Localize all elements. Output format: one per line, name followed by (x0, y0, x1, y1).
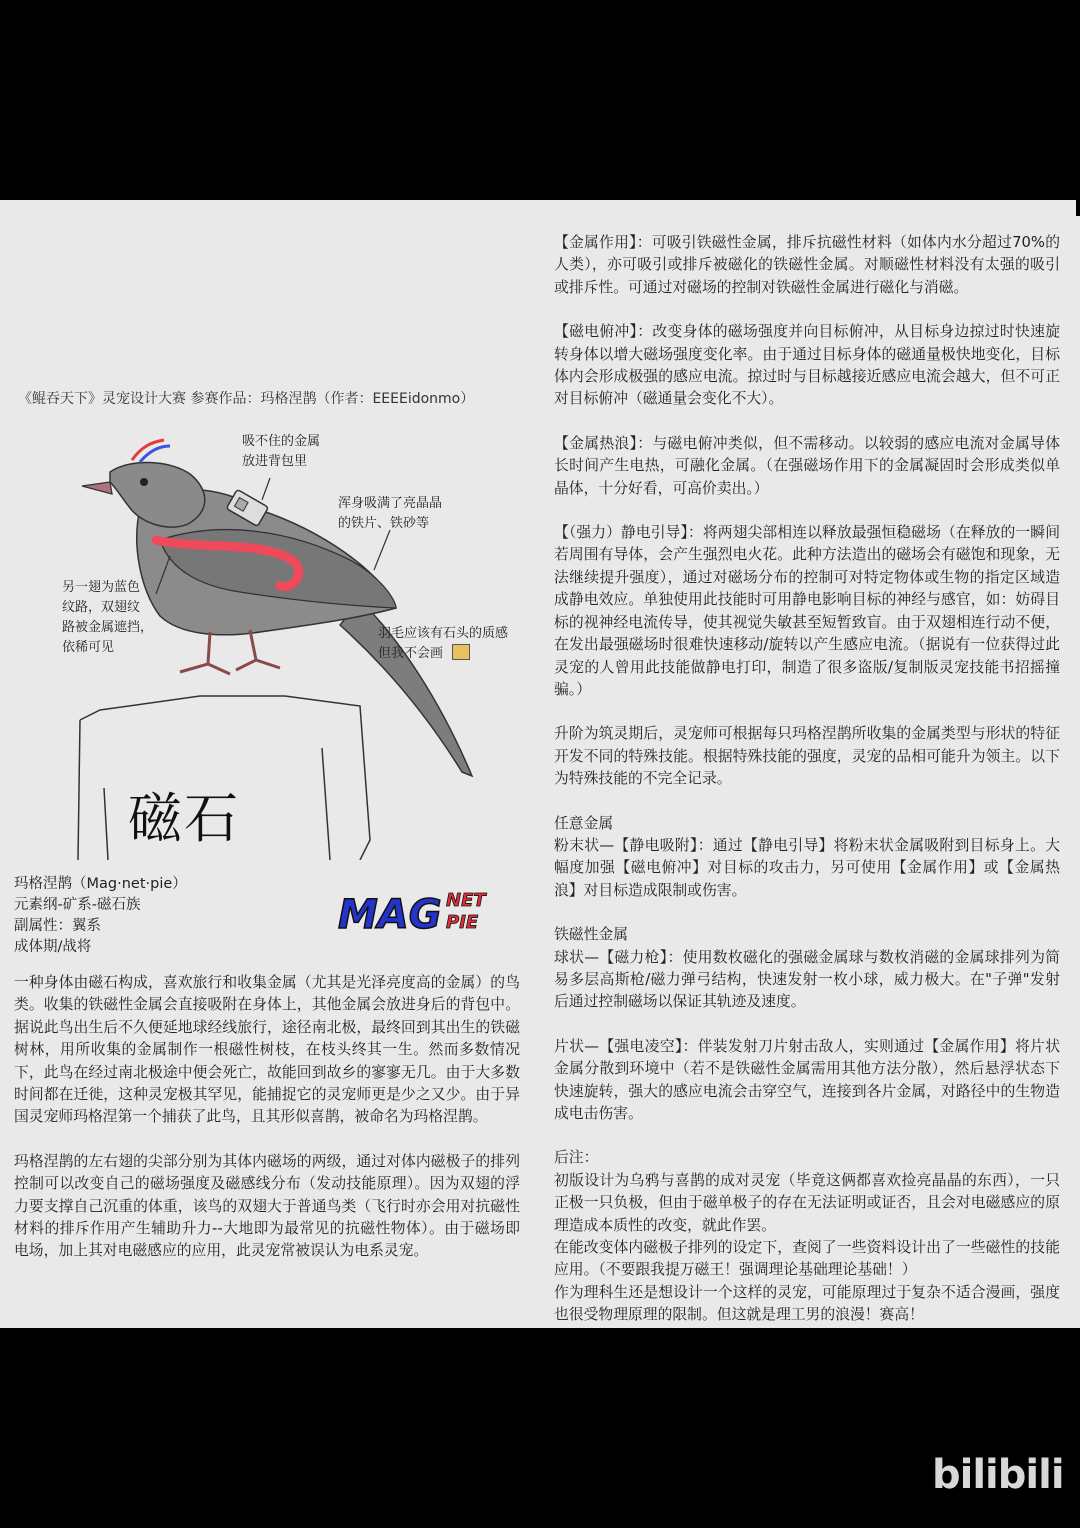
annotation-feather: 羽毛应该有石头的质感 但我不会画 (378, 626, 509, 661)
annotation-body: 浑身吸满了亮晶晶 的铁片、铁砂等 (338, 496, 443, 531)
bird-eye (140, 478, 148, 486)
skill-block: 【磁电俯冲】：改变身体的磁场强度并向目标俯冲，从目标身边掠过时快速旋转身体以增大磁场强度变化率。由于通过目标身体的磁通量极快地变化，目标体内会形成极强的感应电流。掠过时与目标越接近感应电流会越大，但不可正对目标俯冲（磁通量会变化不大）。 (554, 323, 1060, 408)
magnetpie-logo (336, 884, 506, 934)
emoji-icon (452, 644, 470, 660)
bilibili-watermark: bilibili (932, 1452, 1064, 1498)
svg-text:PIE: PIE (446, 912, 479, 933)
bird-head (110, 462, 205, 527)
skills-column (554, 232, 1060, 1327)
annotation-backpack: 吸不住的金属 放进背包里 (242, 434, 321, 469)
page-title: 《鲲吞天下》灵宠设计大赛 参赛作品：玛格涅鹊（作者：EEEEidonmo） (18, 391, 475, 407)
skill-block: 铁磁性金属 球状—【磁力枪】：使用数枚磁化的强磁金属球与数枚消磁的金属球排列为简易多层高斯枪/磁力弹弓结构，快速发射一枚小球，威力极大。在"子弹"发射后通过控制磁场以保证其轨迹及速度。 (554, 926, 1060, 1011)
creature-meta (14, 874, 187, 958)
afterword-block: 后注： 初版设计为乌鸦与喜鹊的成对灵宠（毕竟这俩都喜欢捡亮晶晶的东西），一只正极一只负极，但由于磁单极子的存在无法证明或证否，且会对电磁感应的原理造成本质性的改变，就此作罢。 在能改变体内磁极子排列的设定下，查阅了一些资料设计出了一些磁性的技能应用。（不要跟我提万磁王！强调理论基础理论基础！） 作为理科生还是想设计一个这样的灵宠，可能原理过于复杂不适合漫画，强度也很受物理原理的限制。但这就是理工男的浪漫！赛高！ (554, 1149, 1060, 1324)
svg-text:MAG: MAG (338, 892, 442, 934)
annotation-wing: 另一翅为蓝色 纹路，双翅纹 路被金属遮挡， 依稀可见 (62, 580, 154, 655)
svg-text:NET: NET (446, 890, 486, 911)
skill-block: 【金属热浪】：与磁电俯冲类似，但不需移动。以较弱的感应电流对金属导体长时间产生电热，可融化金属。（在强磁场作用下的金属凝固时会形成类似单晶体，十分好看，可高价卖出。） (554, 434, 1060, 497)
skill-block: 任意金属 粉末状—【静电吸附】：通过【静电引导】将粉末状金属吸附到目标身上。大幅度加强【磁电俯冲】对目标的攻击力，另可使用【金属作用】或【金属热浪】对目标造成限制或伤害。 (554, 814, 1060, 899)
bird-legs (180, 630, 280, 674)
skill-block: 片状—【强电凌空】：伴装发射刀片射击敌人，实则通过【金属作用】将片状金属分散到环境中（若不是铁磁性金属需用其他方法分散），然后悬浮状态下快速旋转，强大的感应电流会击穿空气，连接到各片金属，对路径中的生物造成电击伤害。 (554, 1037, 1060, 1122)
creature-subattr: 副属性：翼系 (14, 918, 101, 934)
description-paragraph: 一种身体由磁石构成，喜欢旅行和收集金属（尤其是光泽亮度高的金属）的鸟类。收集的铁磁性金属会直接吸附在身体上，其他金属会放进身后的背包中。据说此鸟出生后不久便延地球经线旅行，途径南北极，最终回到其出生的铁磁树林，用所收集的金属制作一根磁性树枝，在枝头终其一生。然而多数情况下，此鸟在经过南北极途中便会死亡，故能回到故乡的寥寥无几。由于大多数时间都在迁徙，这种灵宠极其罕见，能捕捉它的灵宠师更是少之又少。由于异国灵宠师玛格涅第一个捕获了此鸟，且其形似喜鹊，被命名为玛格涅鹊。 (14, 974, 520, 1126)
skill-block: 【（强力）静电引导】：将两翅尖部相连以释放最强恒稳磁场（在释放的一瞬间若周围有导体，会产生强烈电火花。此种方法造出的磁场会有磁饱和现象，无法继续提升强度），通过对磁场分布的控制可对特定物体或生物的指定区域造成静电效应。单独使用此技能时可用静电影响目标的神经与感官，如：妨碍目标的视神经电流传导，使其视觉失敏甚至短暂致盲。由于双翅相连行动不便，在发出最强磁场时很难快速移动/旋转以产生感应电流。（据说有一位获得过此灵宠的人曾用此技能做静电打印，制造了很多盗版/复制版灵宠技能书招摇撞骗。） (554, 524, 1060, 698)
shirt-text: 磁石 (128, 787, 240, 850)
bird-beak (82, 482, 112, 494)
edge-mark (1076, 200, 1080, 216)
creature-stage: 成体期/战将 (14, 939, 92, 955)
crest-red (132, 440, 164, 460)
description-paragraph: 玛格涅鹊的左右翅的尖部分别为其体内磁场的两级，通过对体内磁极子的排列控制可以改变自己的磁场强度及磁感线分布（发动技能原理）。因为双翅的浮力要支撑自己沉重的体重，该鸟的双翅大于普通鸟类（飞行时亦会用对抗磁性材料的排斥作用产生辅助升力--大地即为最常见的抗磁性物体）。由于磁场即电场，加上其对电磁感应的应用，此灵宠常被误认为电系灵宠。 (14, 1152, 520, 1260)
skill-block: 升阶为筑灵期后，灵宠师可根据每只玛格涅鹊所收集的金属类型与形状的特征开发不同的特殊技能。根据特殊技能的强度，灵宠的品相可能升为领主。以下为特殊技能的不完全记录。 (554, 725, 1060, 788)
description-column (14, 972, 520, 1263)
skill-block: 【金属作用】：可吸引铁磁性金属，排斥抗磁性材料（如体内水分超过70%的人类），亦可吸引或排斥被磁化的铁磁性金属。对顺磁性材料没有太强的吸引或排斥性。可通过对磁场的控制对铁磁性金属进行磁化与消磁。 (554, 234, 1060, 296)
creature-name: 玛格涅鹊（Mag·net·pie） (14, 876, 187, 892)
creature-class: 元素纲-矿系-磁石族 (14, 897, 141, 913)
